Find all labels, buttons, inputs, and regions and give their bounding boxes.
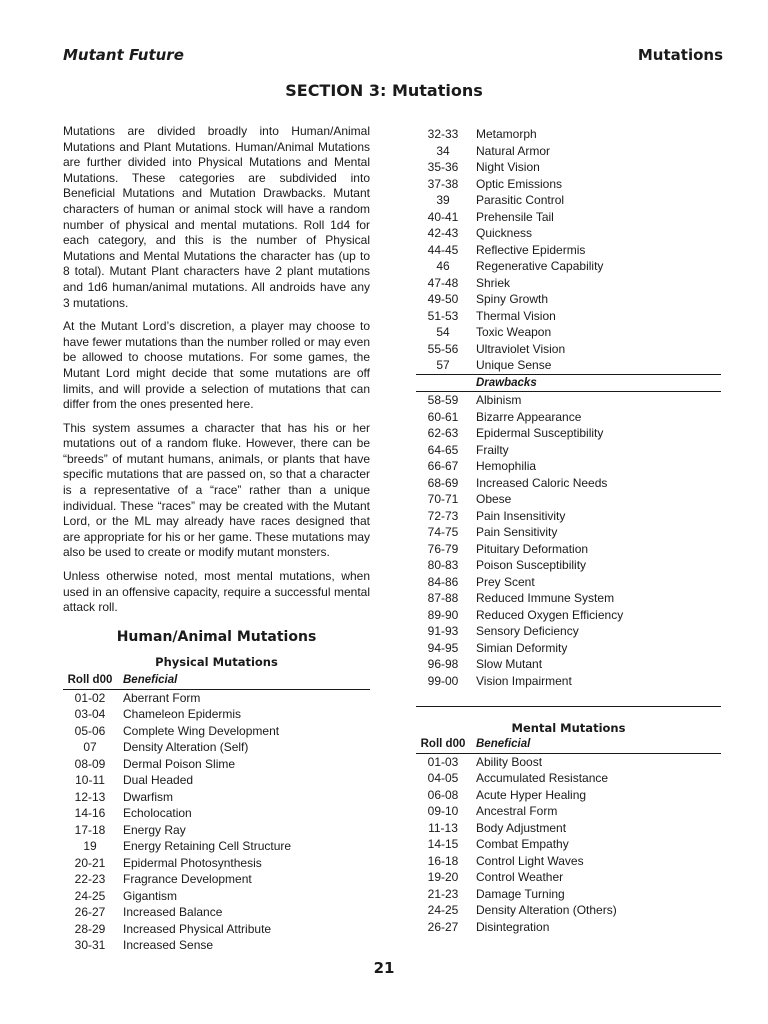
mutation-name: Body Adjustment bbox=[476, 820, 567, 835]
table-row bbox=[416, 820, 721, 837]
mutation-name: Toxic Weapon bbox=[476, 325, 552, 339]
table-row bbox=[63, 772, 370, 789]
roll-range: 46 bbox=[436, 259, 450, 273]
roll-range: 05-06 bbox=[74, 723, 106, 738]
table-row bbox=[63, 904, 370, 921]
table-row bbox=[416, 442, 721, 459]
roll-range: 68-69 bbox=[427, 475, 459, 490]
mutation-name: Vision Impairment bbox=[476, 673, 572, 688]
roll-range: 14-16 bbox=[74, 806, 106, 820]
mutation-name: Ability Boost bbox=[476, 754, 543, 769]
roll-range: 12-13 bbox=[74, 789, 106, 804]
roll-range: 01-03 bbox=[427, 754, 459, 769]
mutation-name: Fragrance Development bbox=[123, 872, 252, 886]
mutation-name: Obese bbox=[476, 492, 512, 506]
mental-mutations-heading: Mental Mutations bbox=[511, 721, 626, 735]
roll-column-header: Roll d00 bbox=[416, 736, 470, 753]
table-row bbox=[63, 706, 370, 723]
roll-range: 32-33 bbox=[427, 127, 459, 141]
mutation-name: Combat Empathy bbox=[476, 837, 569, 851]
roll-range: 44-45 bbox=[427, 242, 459, 257]
table-row bbox=[416, 524, 721, 541]
roll-range: 47-48 bbox=[427, 275, 459, 290]
table-row bbox=[416, 508, 721, 525]
table-row bbox=[416, 886, 721, 903]
table-row bbox=[416, 176, 721, 193]
table-row bbox=[63, 689, 370, 706]
mutation-name: Ancestral Form bbox=[476, 804, 558, 818]
roll-range: 89-90 bbox=[427, 607, 459, 622]
roll-range: 91-93 bbox=[427, 624, 459, 638]
roll-range: 34 bbox=[436, 143, 450, 158]
roll-range: 35-36 bbox=[427, 160, 459, 174]
mutation-name: Quickness bbox=[476, 226, 533, 240]
table-row bbox=[63, 921, 370, 938]
mutation-name: Density Alteration (Others) bbox=[476, 903, 617, 917]
table-row bbox=[416, 491, 721, 508]
mutation-name: Albinism bbox=[476, 393, 522, 407]
table-row bbox=[416, 869, 721, 886]
mutation-name: Sensory Deficiency bbox=[476, 624, 579, 638]
mutation-name: Increased Physical Attribute bbox=[123, 921, 272, 936]
mutation-name: Epidermal Photosynthesis bbox=[123, 855, 262, 870]
roll-range: 39 bbox=[436, 193, 450, 207]
mutation-name: Regenerative Capability bbox=[476, 259, 604, 273]
roll-range: 66-67 bbox=[427, 459, 459, 473]
physical-drawbacks-table bbox=[416, 374, 721, 690]
table-row bbox=[416, 159, 721, 176]
table-row bbox=[416, 192, 721, 209]
mutation-name: Reduced Oxygen Efficiency bbox=[476, 607, 624, 622]
mutation-name: Metamorph bbox=[476, 127, 537, 141]
left-column bbox=[63, 124, 370, 954]
physical-beneficial-table bbox=[63, 672, 370, 954]
table-row bbox=[63, 937, 370, 954]
mutation-name: Control Light Waves bbox=[476, 853, 584, 868]
mutation-name: Parasitic Control bbox=[476, 193, 565, 207]
mutation-name: Damage Turning bbox=[476, 886, 565, 901]
roll-range: 96-98 bbox=[427, 657, 459, 671]
roll-range: 99-00 bbox=[427, 673, 459, 688]
intro-paragraph: Mutations are divided broadly into Human/Animal Mutations and Plant Mutations. Human/Animal Mutations are further divided into Physical Mutations and Mental Mutations. These categories are subdivided into Beneficial Mutations and Mutation Drawbacks. Mutant characters of human or animal stock will have a random number of physical and mental mutations. Roll 1d4 for each category, and this is the number of Physical Mutations and Mental Mutations the character has (up to 8 total). Mutant Plant characters have 2 plant mutations and 1d6 human/animal mutations. All androids have any 3 mutations. bbox=[63, 124, 370, 310]
beneficial-column-header: Beneficial bbox=[470, 736, 721, 753]
table-row bbox=[63, 822, 370, 839]
roll-range: 24-25 bbox=[74, 888, 106, 903]
table-row bbox=[416, 126, 721, 143]
roll-range: 62-63 bbox=[427, 426, 459, 440]
mutation-name: Energy Retaining Cell Structure bbox=[123, 839, 292, 853]
table-header-row bbox=[416, 736, 721, 753]
table-row bbox=[416, 258, 721, 275]
right-column bbox=[416, 126, 721, 935]
table-row bbox=[416, 341, 721, 358]
mutation-name: Unique Sense bbox=[476, 358, 552, 372]
roll-column-header: Roll d00 bbox=[63, 672, 117, 689]
mutation-name: Slow Mutant bbox=[476, 657, 543, 671]
mutation-name: Accumulated Resistance bbox=[476, 771, 609, 785]
table-row bbox=[63, 855, 370, 872]
mental-mutations-section bbox=[416, 706, 721, 935]
table-row bbox=[63, 756, 370, 773]
mutation-name: Aberrant Form bbox=[123, 690, 201, 705]
roll-range: 26-27 bbox=[74, 905, 106, 919]
table-row bbox=[416, 607, 721, 624]
table-row bbox=[63, 805, 370, 822]
mutation-name: Control Weather bbox=[476, 870, 564, 884]
mutation-name: Dermal Poison Slime bbox=[123, 756, 236, 771]
mutation-name: Increased Balance bbox=[123, 905, 223, 919]
mutation-name: Night Vision bbox=[476, 160, 540, 174]
roll-range: 16-18 bbox=[427, 853, 459, 868]
table-row bbox=[416, 853, 721, 870]
roll-range: 64-65 bbox=[427, 442, 459, 457]
table-row bbox=[416, 209, 721, 226]
mutation-name: Hemophilia bbox=[476, 459, 537, 473]
table-row bbox=[416, 787, 721, 804]
mutation-name: Energy Ray bbox=[123, 822, 186, 837]
roll-range: 07 bbox=[83, 740, 97, 754]
table-row bbox=[416, 919, 721, 936]
table-row bbox=[416, 623, 721, 640]
mutation-name: Optic Emissions bbox=[476, 176, 563, 191]
table-row bbox=[416, 291, 721, 308]
roll-range: 70-71 bbox=[427, 492, 459, 506]
roll-range: 54 bbox=[436, 325, 450, 339]
table-row bbox=[416, 409, 721, 426]
table-row bbox=[416, 673, 721, 690]
roll-range: 08-09 bbox=[74, 756, 106, 771]
table-header-row bbox=[63, 672, 370, 689]
mutation-name: Natural Armor bbox=[476, 143, 551, 158]
table-row bbox=[416, 803, 721, 820]
table-row bbox=[63, 871, 370, 888]
mutation-name: Spiny Growth bbox=[476, 292, 549, 306]
roll-range: 19-20 bbox=[427, 870, 459, 884]
roll-range: 80-83 bbox=[427, 558, 459, 572]
roll-range: 06-08 bbox=[427, 787, 459, 802]
chapter-title: Mutations bbox=[637, 46, 723, 64]
table-row bbox=[416, 475, 721, 492]
intro-paragraph: Unless otherwise noted, most mental mutations, when used in an offensive capacity, require a successful mental attack roll. bbox=[63, 569, 370, 615]
drawbacks-header-row bbox=[416, 374, 721, 392]
roll-range: 87-88 bbox=[427, 591, 459, 605]
table-row bbox=[416, 541, 721, 558]
roll-range: 22-23 bbox=[74, 872, 106, 886]
intro-paragraph: At the Mutant Lord’s discretion, a player may choose to have fewer mutations than the number rolled or may even be allowed to choose mutations. For some games, the Mutant Lord might decide that some mutations are off limits, and will provide a selection of mutations that can differ from the ones presented here. bbox=[63, 319, 370, 412]
table-row bbox=[416, 656, 721, 673]
table-row bbox=[416, 392, 721, 409]
table-row bbox=[416, 640, 721, 657]
roll-range: 40-41 bbox=[427, 209, 459, 224]
mutation-name: Dual Headed bbox=[123, 773, 194, 787]
mutation-name: Bizarre Appearance bbox=[476, 409, 582, 424]
mutation-name: Ultraviolet Vision bbox=[476, 341, 566, 356]
mutation-name: Thermal Vision bbox=[476, 308, 556, 323]
roll-range: 51-53 bbox=[427, 308, 459, 323]
mutation-name: Chameleon Epidermis bbox=[123, 707, 242, 721]
mutation-name: Reflective Epidermis bbox=[476, 242, 586, 257]
roll-range: 72-73 bbox=[427, 508, 459, 523]
mutation-name: Simian Deformity bbox=[476, 640, 568, 655]
roll-range: 76-79 bbox=[427, 541, 459, 556]
table-row bbox=[416, 770, 721, 787]
mutation-name: Prey Scent bbox=[476, 574, 535, 589]
roll-range: 01-02 bbox=[74, 690, 106, 705]
mutation-name: Reduced Immune System bbox=[476, 591, 615, 605]
human-animal-heading: Human/Animal Mutations bbox=[116, 628, 317, 645]
mutation-name: Gigantism bbox=[123, 888, 178, 903]
mutation-name: Pain Sensitivity bbox=[476, 525, 558, 539]
book-title: Mutant Future bbox=[63, 46, 184, 64]
table-row bbox=[416, 902, 721, 919]
page-number: 21 bbox=[373, 959, 395, 977]
table-row bbox=[416, 225, 721, 242]
roll-range: 11-13 bbox=[428, 820, 458, 835]
table-row bbox=[416, 308, 721, 325]
mutation-name: Dwarfism bbox=[123, 789, 173, 804]
roll-range: 37-38 bbox=[427, 176, 459, 191]
table-row bbox=[416, 425, 721, 442]
table-row bbox=[63, 888, 370, 905]
roll-range: 74-75 bbox=[427, 525, 459, 539]
table-row bbox=[416, 458, 721, 475]
table-row bbox=[416, 557, 721, 574]
mental-beneficial-table bbox=[416, 736, 721, 935]
mutation-name: Shriek bbox=[476, 275, 511, 290]
mutation-name: Acute Hyper Healing bbox=[476, 787, 587, 802]
table-row bbox=[416, 324, 721, 341]
roll-range: 84-86 bbox=[427, 574, 459, 589]
roll-range: 14-15 bbox=[427, 837, 459, 851]
mutation-name: Pain Insensitivity bbox=[476, 508, 566, 523]
roll-range: 57 bbox=[436, 358, 450, 372]
mutation-name: Frailty bbox=[476, 442, 509, 457]
roll-range: 94-95 bbox=[427, 640, 459, 655]
table-row bbox=[416, 590, 721, 607]
mutation-name: Disintegration bbox=[476, 919, 550, 934]
table-row bbox=[416, 143, 721, 160]
roll-range: 09-10 bbox=[427, 804, 459, 818]
roll-range: 17-18 bbox=[74, 822, 106, 837]
roll-range: 60-61 bbox=[427, 409, 459, 424]
mutation-name: Increased Sense bbox=[123, 938, 214, 952]
table-row bbox=[63, 739, 370, 756]
mutation-name: Increased Caloric Needs bbox=[476, 475, 608, 490]
physical-continued-table bbox=[416, 126, 721, 374]
table-row bbox=[416, 242, 721, 259]
roll-range: 26-27 bbox=[427, 919, 459, 934]
roll-range: 28-29 bbox=[74, 921, 106, 936]
roll-range: 03-04 bbox=[74, 707, 106, 721]
roll-range: 49-50 bbox=[427, 292, 459, 306]
table-row bbox=[416, 275, 721, 292]
roll-range: 58-59 bbox=[427, 393, 459, 407]
mutation-name: Prehensile Tail bbox=[476, 209, 554, 224]
table-row bbox=[416, 753, 721, 770]
mutation-name: Epidermal Susceptibility bbox=[476, 426, 604, 440]
roll-range: 19 bbox=[83, 839, 97, 853]
roll-range: 10-11 bbox=[75, 773, 105, 787]
mutation-name: Complete Wing Development bbox=[123, 723, 280, 738]
table-row bbox=[63, 838, 370, 855]
beneficial-column-header: Beneficial bbox=[117, 672, 370, 689]
roll-range: 55-56 bbox=[427, 341, 459, 356]
roll-range: 24-25 bbox=[427, 903, 459, 917]
table-row bbox=[416, 574, 721, 591]
table-row bbox=[63, 723, 370, 740]
intro-paragraph: This system assumes a character that has his or her mutations out of a random fluke. However, there can be “breeds” of mutant humans, animals, or plants that have specific mutations that are passed on, so that a character is a representative of a “race” rather than a unique individual. These “races” may be created with the Mutant Lord, or the ML may already have races designed that are appropriate for his or her game. These mutations may also be used to create or modify mutant monsters. bbox=[63, 420, 370, 560]
physical-mutations-heading: Physical Mutations bbox=[155, 655, 278, 670]
mutation-name: Pituitary Deformation bbox=[476, 541, 589, 556]
table-row bbox=[63, 789, 370, 806]
roll-range: 04-05 bbox=[427, 771, 459, 785]
roll-range: 20-21 bbox=[74, 855, 106, 870]
mutation-name: Density Alteration (Self) bbox=[123, 740, 249, 754]
table-row bbox=[416, 836, 721, 853]
table-row bbox=[416, 357, 721, 374]
drawbacks-column-header: Drawbacks bbox=[470, 374, 721, 392]
mutation-name: Poison Susceptibility bbox=[476, 558, 587, 572]
mutation-name: Echolocation bbox=[123, 806, 192, 820]
section-title: SECTION 3: Mutations bbox=[285, 81, 483, 100]
roll-range: 30-31 bbox=[74, 938, 106, 952]
roll-range: 21-23 bbox=[427, 886, 459, 901]
roll-range: 42-43 bbox=[427, 226, 459, 240]
